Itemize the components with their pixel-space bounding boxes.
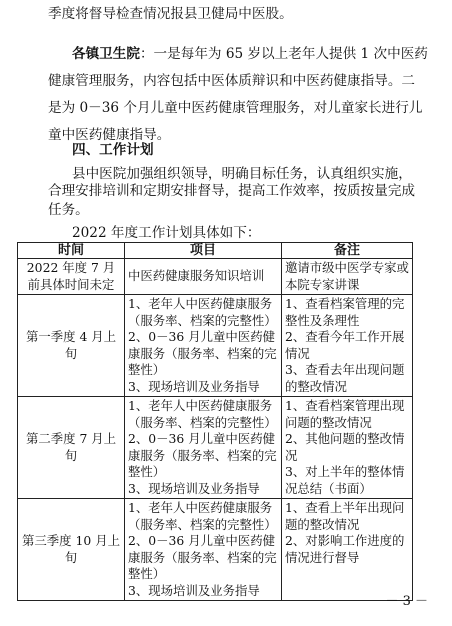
note-line: 3、查看去年出现问题的整改情况 xyxy=(285,362,405,394)
note-line: 1、查看档案管理的完整性及条理性 xyxy=(285,296,405,328)
cell-note xyxy=(282,499,413,601)
paragraph-line: 季度将督导检查情况报县卫健局中医股。 xyxy=(48,6,293,22)
paragraph-line: 合理安排培训和定期安排督导，提高工作效率，按质按量完成 xyxy=(48,183,416,199)
cell-item xyxy=(125,259,282,295)
cell-time: 2022 年度 7 月前具体时间未定 xyxy=(18,259,125,295)
table-row xyxy=(18,259,413,295)
bold-label: 各镇卫生院 xyxy=(72,46,140,62)
table-header-row xyxy=(18,243,413,259)
cell-time: 第一季度 4 月上旬 xyxy=(18,295,125,397)
item-line: 中医药健康服务知识培训 xyxy=(128,268,265,284)
cell-note xyxy=(282,295,413,397)
paragraph-line: 是为 0－36 个月儿童中医药健康管理服务，对儿童家长进行儿 xyxy=(48,100,423,116)
item-line: 3、现场培训及业务指导 xyxy=(128,378,260,394)
note-line: 2、其他问题的整改情况 xyxy=(285,431,405,463)
note-line: 2、对影响工作进度的情况进行督导 xyxy=(285,533,405,565)
cell-note xyxy=(282,397,413,499)
paragraph-line: 童中医药健康指导。 xyxy=(48,127,171,143)
note-line: 2、查看今年工作开展情况 xyxy=(285,329,405,361)
cell-item xyxy=(125,499,282,601)
item-line: 3、现场培训及业务指导 xyxy=(128,480,260,496)
header-time: 时间 xyxy=(18,243,125,259)
work-plan-table xyxy=(17,242,413,601)
table-row xyxy=(18,295,413,397)
item-line: 3、现场培训及业务指导 xyxy=(128,582,260,598)
item-line: 2、0－36 月儿童中医药健康服务（服务率、档案的完整性） xyxy=(128,329,277,377)
cell-item xyxy=(125,397,282,499)
note-line: 1、查看档案管理出现问题的整改情况 xyxy=(285,398,405,430)
paragraph-line: 健康管理服务，内容包括中医体质辩识和中医药健康指导。二 xyxy=(48,73,416,89)
table-intro: 2022 年度工作计划具体如下： xyxy=(72,225,261,241)
table-row xyxy=(18,499,413,601)
cell-time: 第二季度 7 月上旬 xyxy=(18,397,125,499)
cell-note xyxy=(282,259,413,295)
paragraph-text: ：一是每年为 65 岁以上老年人提供 1 次中医药 xyxy=(139,46,428,62)
table-row xyxy=(18,397,413,499)
item-line: 2、0－36 月儿童中医药健康服务（服务率、档案的完整性） xyxy=(128,431,277,479)
paragraph-line: 县中医院加强组织领导，明确目标任务，认真组织实施， xyxy=(72,166,412,182)
cell-time: 第三季度 10 月上旬 xyxy=(18,499,125,601)
note-line: 1、查看上半年出现问题的整改情况 xyxy=(285,500,405,532)
paragraph-line xyxy=(72,44,428,64)
paragraph-line: 任务。 xyxy=(48,202,89,218)
note-line: 3、对上半年的整体情况总结（书面） xyxy=(285,464,405,496)
section-heading: 四、工作计划 xyxy=(72,142,154,158)
item-line: 1、老年人中医药健康服务（服务率、档案的完整性） xyxy=(128,398,277,430)
note-line: 邀请市级中医学专家或本院专家讲课 xyxy=(285,260,409,292)
cell-item xyxy=(125,295,282,397)
item-line: 1、老年人中医药健康服务（服务率、档案的完整性） xyxy=(128,296,277,328)
header-item: 项目 xyxy=(125,243,282,259)
item-line: 2、0－36 月儿童中医药健康服务（服务率、档案的完整性） xyxy=(128,533,277,581)
item-line: 1、老年人中医药健康服务（服务率、档案的完整性） xyxy=(128,500,277,532)
header-note: 备注 xyxy=(282,243,413,259)
page-number: － 3 － xyxy=(385,594,428,609)
